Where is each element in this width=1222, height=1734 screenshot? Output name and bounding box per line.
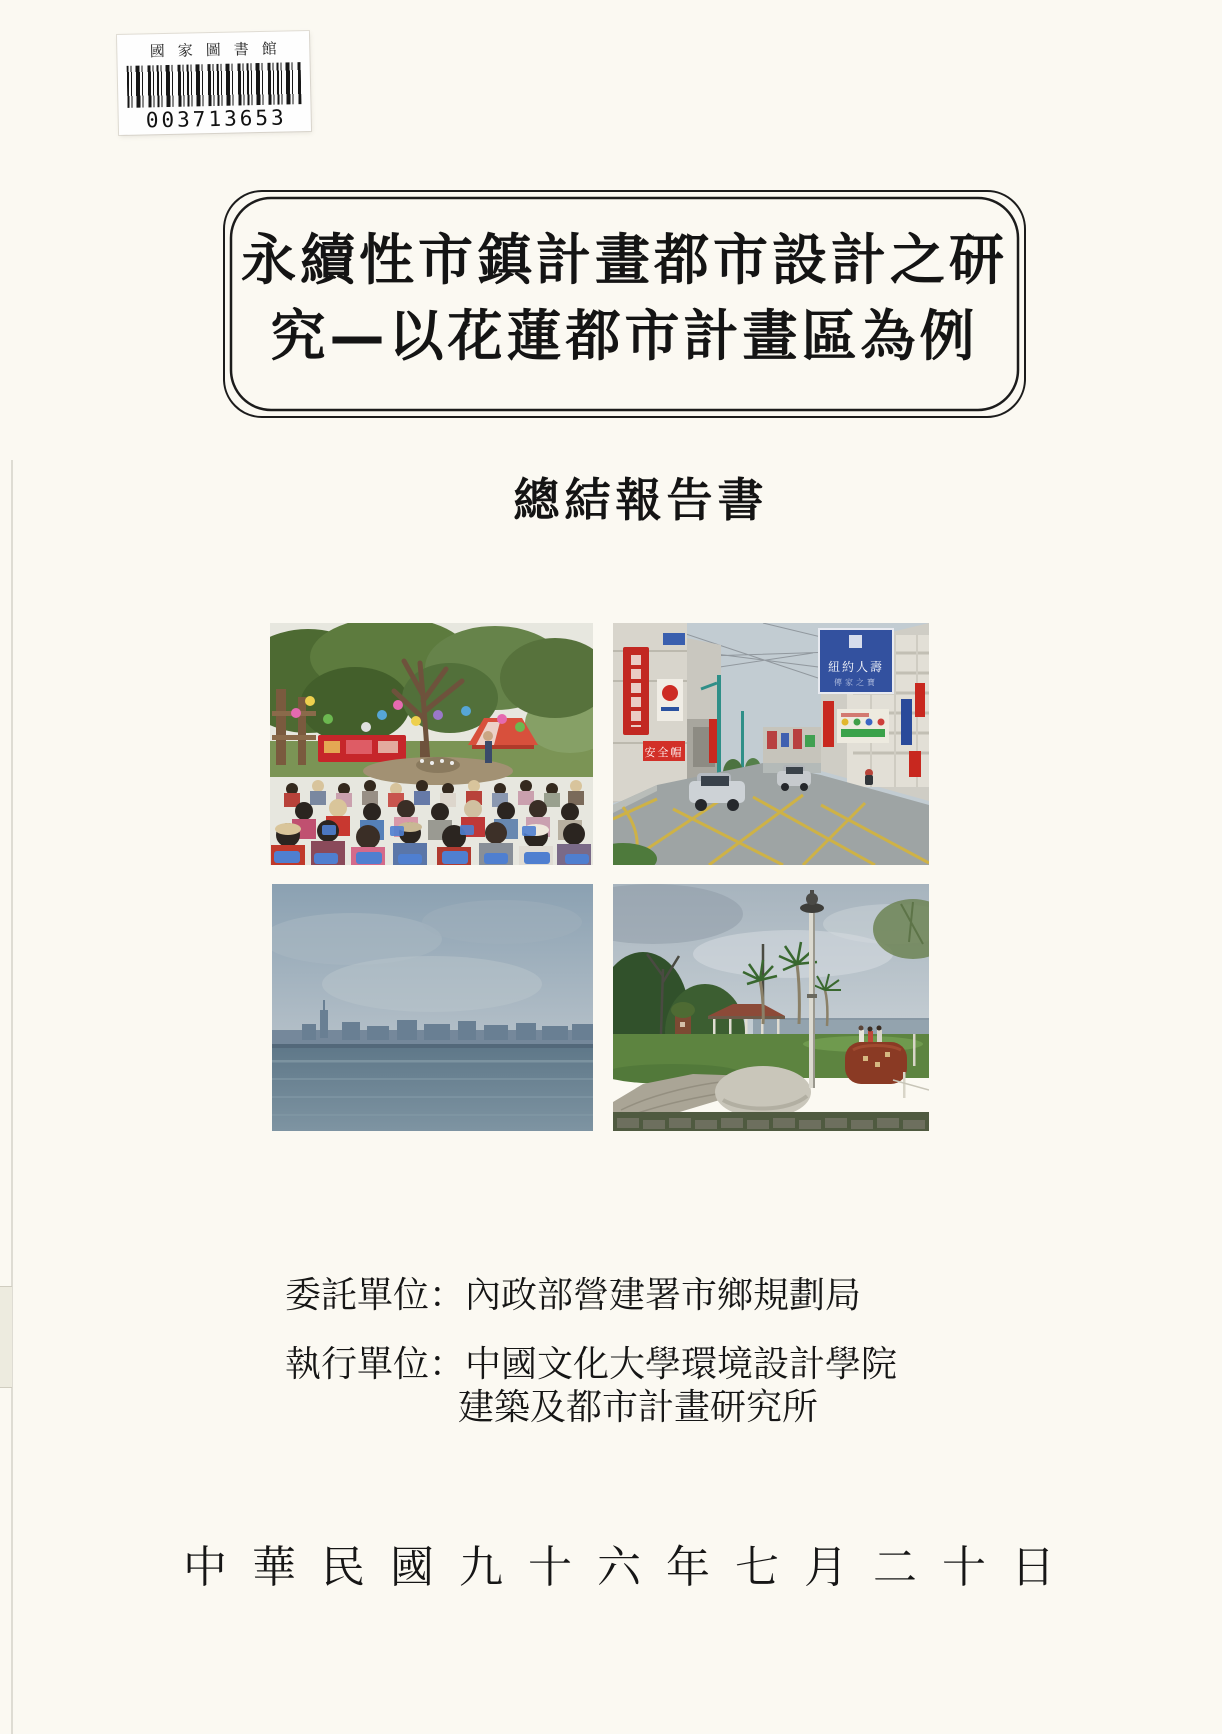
helmet-sign-text: 安全帽: [644, 746, 684, 759]
library-barcode-sticker: [117, 31, 311, 135]
billboard-subtext: 傳家之寶: [834, 678, 878, 687]
executing-agency-line: 執行單位：中國文化大學環境設計學院: [285, 1344, 898, 1385]
library-name-label: 國家圖書館: [149, 39, 290, 61]
people-figures: [859, 1026, 883, 1043]
title-line-2: 究—以花蓮都市計畫區為例: [270, 304, 979, 368]
subtitle: 總結報告書: [513, 473, 769, 527]
photo-community-event: [270, 623, 593, 865]
barcode-number: 003713653: [145, 105, 287, 133]
billboard-text: 紐約人壽: [827, 660, 885, 674]
photo-street-scene: [613, 623, 929, 865]
photo-harbor-skyline: [272, 884, 593, 1131]
scan-edge-line: [11, 460, 13, 1734]
waterfront-park-image: [613, 884, 929, 1131]
scan-edge-tab: [0, 1286, 12, 1388]
publication-date: 中華民國九十六年七月二十日: [183, 1542, 1080, 1593]
commissioning-agency-line: 委託單位：內政部營建署市鄉規劃局: [285, 1275, 862, 1316]
title-box: [221, 188, 1028, 420]
harbor-skyline-image: [272, 884, 593, 1131]
title-line-1: 永續性市鎮計畫都市設計之研: [240, 228, 1008, 292]
community-event-image: [270, 623, 593, 865]
photo-waterfront-park: [613, 884, 929, 1131]
street-scene-image: [613, 623, 929, 865]
barcode-image: [127, 62, 302, 108]
executing-agency-line-2: 建築及都市計畫研究所: [458, 1387, 819, 1428]
